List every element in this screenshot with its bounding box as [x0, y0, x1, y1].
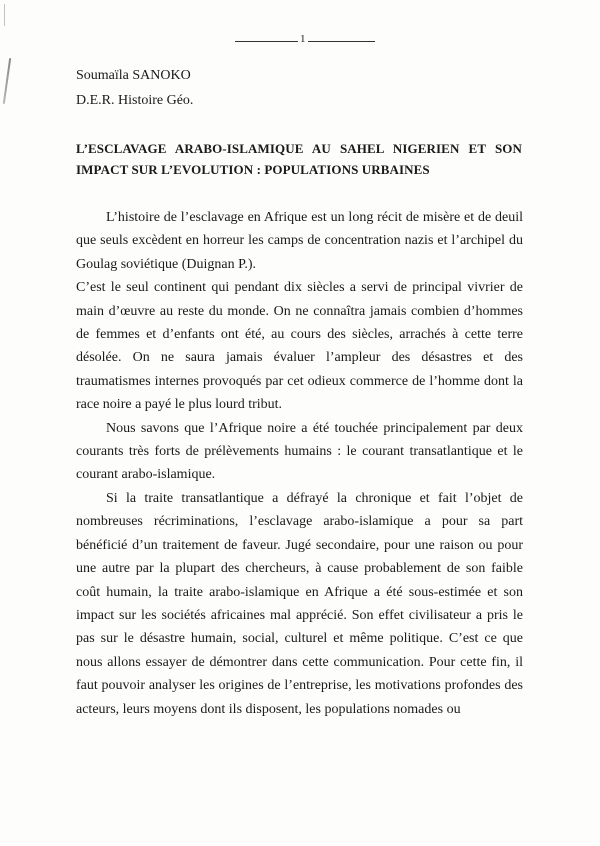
document-title: L’ESCLAVAGE ARABO-ISLAMIQUE AU SAHEL NIGERIEN ET SON IMPACT SUR L’EVOLUTION : POPULATIONS URBAINES	[76, 141, 522, 177]
author-department: D.E.R. Histoire Géo.	[76, 93, 194, 108]
paragraph: C’est le seul continent qui pendant dix siècles a servi de principal vivrier de main d’œuvre au reste du monde. On ne connaîtra jamais combien d’hommes de femmes et d’enfants ont été, au cours des siècles, arrachés à cette terre désolée. On ne saura jamais évaluer l’ampleur des désastres et des traumatismes internes provoqués par cet odieux commerce de l’homme dont la race noire a payé le plus lourd tribut.	[76, 280, 523, 413]
author-name: Soumaïla SANOKO	[76, 68, 191, 83]
paragraph: Nous savons que l’Afrique noire a été touchée principalement par deux courants très forts de prélèvements humains : le courant transatlantique et le courant arabo-islamique.	[76, 420, 523, 483]
paragraph: Si la traite transatlantique a défrayé la chronique et fait l’objet de nombreuses récriminations, l’esclavage arabo-islamique a pour sa part bénéficié d’un traitement de faveur. Jugé secondaire, pour une raison ou pour une autre par la plupart des chercheurs, à cause probablement de son faible coût humain, la traite arabo-islamique en Afrique a été sous-estimée et son impact sur les sociétés africaines mal apprécié. Son effet civilisateur a pris le pas sur le désastre humain, social, culturel et même politique. C’est ce que nous allons essayer de démontrer dans cette communication. Pour cette fin, il faut pouvoir analyser les origines de l’entreprise, les motivations profondes des acteurs, leurs moyens dont ils disposent, les populations nomades ou	[76, 490, 523, 717]
document-body	[76, 206, 523, 721]
paragraph: L’histoire de l’esclavage en Afrique est un long récit de misère et de deuil que seuls excèdent en horreur les camps de concentration nazis et l’archipel du Goulag soviétique (Duignan P.).	[76, 210, 523, 272]
scan-margin-mark	[3, 58, 11, 104]
page-number: 1	[300, 33, 306, 45]
scan-edge-mark	[4, 4, 5, 26]
